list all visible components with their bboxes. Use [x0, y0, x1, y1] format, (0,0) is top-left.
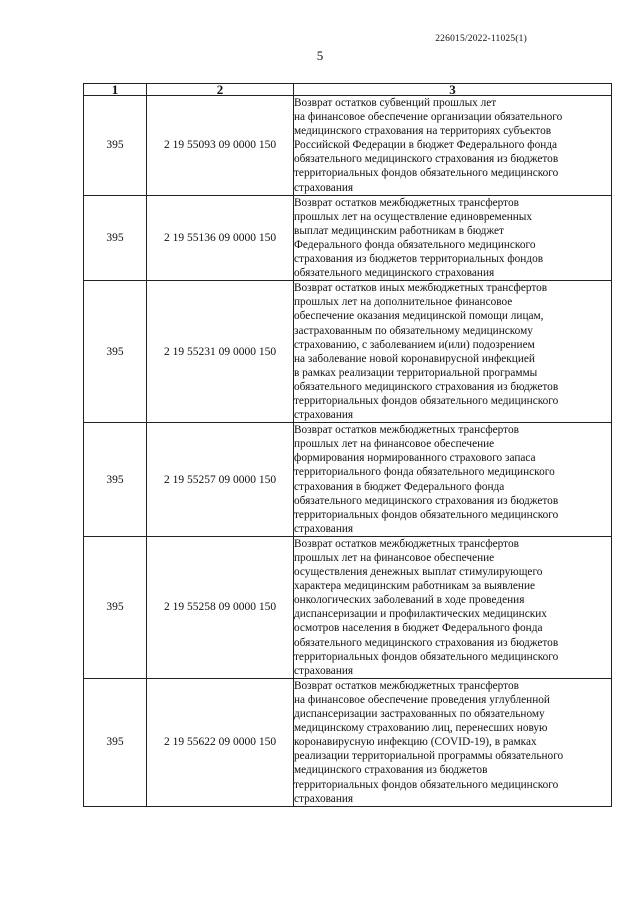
chapter-code-cell: 395 — [84, 536, 147, 678]
description-line: Возврат остатков иных межбюджетных трансфертов — [294, 282, 548, 295]
description-line: Возврат остатков межбюджетных трансфертов — [294, 537, 519, 550]
table-row — [84, 678, 612, 806]
description-line: Российской Федерации в бюджет Федерального фонда — [294, 139, 558, 152]
description-line: реализации территориальной программы обязательного — [294, 750, 564, 763]
description-line: территориальных фондов обязательного медицинского — [294, 167, 559, 180]
description-line: медицинского страхования на территориях субъектов — [294, 125, 552, 138]
income-code-cell: 2 19 55093 09 0000 150 — [147, 96, 294, 196]
description-line: прошлых лет на дополнительное финансовое — [294, 296, 513, 309]
description-cell — [294, 195, 612, 281]
description-line: Федерального фонда обязательного медицинского — [294, 238, 536, 251]
description-line: диспансеризации застрахованных по обязательному — [294, 708, 545, 721]
table-row — [84, 423, 612, 537]
description-line: формирования нормированного страхового запаса — [294, 452, 536, 465]
description-line: страхования — [294, 792, 354, 805]
table-row — [84, 536, 612, 678]
description-line: застрахованным по обязательному медицинскому — [294, 324, 533, 337]
income-code-cell: 2 19 55622 09 0000 150 — [147, 678, 294, 806]
description-line: Возврат остатков межбюджетных трансфертов — [294, 424, 519, 437]
description-line: онкологических заболеваний в ходе проведения — [294, 594, 525, 607]
description-line: обязательного медицинского страхования из бюджетов — [294, 494, 559, 507]
description-line: обязательного медицинского страхования из бюджетов — [294, 636, 559, 649]
description-line: обеспечение оказания медицинской помощи лицам, — [294, 310, 544, 323]
description-line: на заболевание новой коронавирусной инфекцией — [294, 352, 535, 365]
table-row — [84, 195, 612, 281]
description-line: осмотров населения в бюджет Федерального фонда — [294, 622, 543, 635]
description-line: территориального фонда обязательного медицинского — [294, 466, 555, 479]
page-number: 5 — [316, 48, 324, 63]
description-cell — [294, 536, 612, 678]
income-code-cell: 2 19 55258 09 0000 150 — [147, 536, 294, 678]
description-line: диспансеризации и профилактических медицинских — [294, 608, 547, 621]
description-line: на финансовое обеспечение проведения углубленной — [294, 693, 550, 706]
chapter-code-cell: 395 — [84, 281, 147, 423]
table-row — [84, 96, 612, 196]
income-code-cell: 2 19 55231 09 0000 150 — [147, 281, 294, 423]
description-line: территориальных фондов обязательного медицинского — [294, 650, 559, 663]
description-line: прошлых лет на осуществление единовременных — [294, 210, 533, 223]
chapter-code-cell: 395 — [84, 423, 147, 537]
column-header-3: 3 — [294, 84, 612, 96]
chapter-code-cell: 395 — [84, 678, 147, 806]
description-line: территориальных фондов обязательного медицинского — [294, 508, 559, 521]
income-code-cell: 2 19 55257 09 0000 150 — [147, 423, 294, 537]
description-line: страхования — [294, 181, 354, 194]
income-code-cell: 2 19 55136 09 0000 150 — [147, 195, 294, 281]
description-line: прошлых лет на финансовое обеспечение — [294, 438, 495, 451]
description-line: медицинского страхования из бюджетов — [294, 764, 488, 777]
table-header-row — [84, 84, 612, 96]
document-id: 226015/2022-11025(1) — [435, 34, 527, 44]
description-line: обязательного медицинского страхования из бюджетов — [294, 380, 559, 393]
description-line: страхования — [294, 522, 354, 535]
chapter-code-cell: 395 — [84, 96, 147, 196]
description-line: осуществления денежных выплат стимулирующего — [294, 566, 543, 579]
description-line: страхованию, с заболеванием и(или) подозрением — [294, 338, 535, 351]
description-line: в рамках реализации территориальной программы — [294, 366, 538, 379]
description-line: коронавирусную инфекцию (COVID-19), в рамках — [294, 736, 537, 749]
description-line: медицинскому страхованию лиц, перенесших новую — [294, 722, 548, 735]
description-cell — [294, 678, 612, 806]
description-line: территориальных фондов обязательного медицинского — [294, 778, 559, 791]
table-row — [84, 281, 612, 423]
description-line: обязательного медицинского страхования из бюджетов — [294, 153, 559, 166]
description-line: страхования в бюджет Федерального фонда — [294, 480, 505, 493]
column-header-2: 2 — [147, 84, 294, 96]
description-line: Возврат остатков межбюджетных трансфертов — [294, 679, 519, 692]
description-line: на финансовое обеспечение организации обязательного — [294, 111, 563, 124]
description-cell — [294, 423, 612, 537]
description-line: страхования — [294, 664, 354, 677]
description-line: выплат медицинским работникам в бюджет — [294, 224, 504, 237]
description-line: Возврат остатков межбюджетных трансфертов — [294, 196, 519, 209]
description-line: прошлых лет на финансовое обеспечение — [294, 552, 495, 564]
description-line: страхования — [294, 409, 354, 422]
description-line: характера медицинским работникам за выявление — [294, 580, 536, 593]
description-cell — [294, 96, 612, 196]
description-cell — [294, 281, 612, 423]
column-header-1: 1 — [84, 84, 147, 96]
description-line: Возврат остатков субвенций прошлых лет — [294, 97, 497, 109]
description-line: страхования из бюджетов территориальных фондов — [294, 253, 544, 266]
budget-codes-table — [83, 83, 612, 807]
description-line: территориальных фондов обязательного медицинского — [294, 394, 559, 407]
description-line: обязательного медицинского страхования — [294, 267, 495, 280]
chapter-code-cell: 395 — [84, 195, 147, 281]
